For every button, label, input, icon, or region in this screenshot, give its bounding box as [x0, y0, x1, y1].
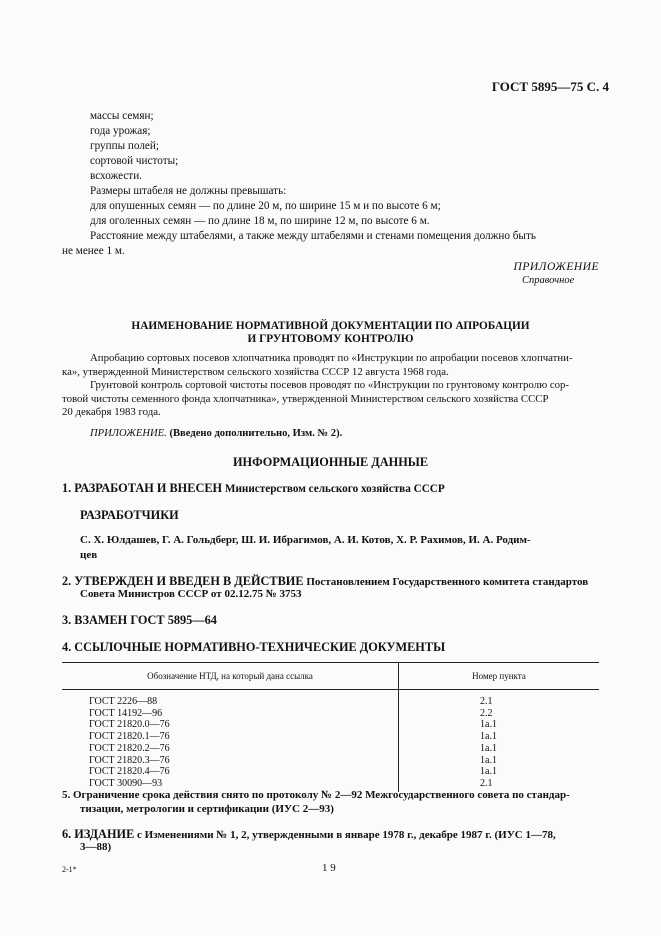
- table-row: [62, 708, 599, 720]
- info-item-2: [62, 574, 588, 589]
- info-item-4: 4. ССЫЛОЧНЫЕ НОРМАТИВНО-ТЕХНИЧЕСКИЕ ДОКУМЕНТЫ: [62, 640, 446, 654]
- distance-line: не менее 1 м.: [62, 245, 125, 257]
- page-number: 1 9: [322, 862, 336, 874]
- appendix-title: И ГРУНТОВОМУ КОНТРОЛЮ: [247, 333, 414, 345]
- paragraph-line: Грунтовой контроль сортовой чистоты посевов проводят по «Инструкции по грунтовому контролю сор-: [90, 379, 570, 391]
- item-heading: 1. РАЗРАБОТАН И ВНЕСЕН: [62, 481, 223, 495]
- table-row: [62, 690, 599, 708]
- appendix-title: НАИМЕНОВАНИЕ НОРМАТИВНОЙ ДОКУМЕНТАЦИИ ПО АПРОБАЦИИ: [131, 320, 530, 332]
- stack-line: для опушенных семян — по длине 20 м, по ширине 15 м и по высоте 6 м;: [90, 200, 441, 212]
- appendix-paragraph: [62, 352, 599, 379]
- list-item: массы семян;: [90, 110, 154, 122]
- note-label: ПРИЛОЖЕНИЕ.: [90, 428, 167, 439]
- info-item-3: 3. ВЗАМЕН ГОСТ 5895—64: [62, 613, 217, 627]
- doc-cell: ГОСТ 21820.2—76: [62, 743, 399, 755]
- developers-line: С. Х. Юлдашев, Г. А. Гольдберг, Ш. И. Ибрагимов, А. И. Котов, Х. Р. Рахимов, И. А. Родим-: [80, 534, 531, 546]
- info-item-6-cont: 3—88): [80, 841, 112, 853]
- paragraph-line: 20 декабря 1983 года.: [62, 406, 161, 418]
- reference-table: [62, 662, 599, 792]
- item-text: Министерством сельского хозяйства СССР: [224, 483, 445, 495]
- doc-cell: ГОСТ 30090—93: [62, 778, 399, 792]
- clause-cell: 1а.1: [480, 766, 497, 778]
- clause-cell: 1а.1: [480, 742, 497, 754]
- doc-cell: ГОСТ 21820.4—76: [62, 766, 399, 778]
- table-row: [62, 766, 599, 778]
- table-row: [62, 719, 599, 731]
- info-item-5: 5. Ограничение срока действия снято по протоколу № 2—92 Межгосударственного совета по стандар-: [62, 789, 570, 801]
- clause-cell: 2.1: [480, 777, 493, 789]
- table-row: [62, 743, 599, 755]
- appendix-paragraph: [62, 379, 599, 420]
- clause-cell: 1а.1: [480, 719, 497, 731]
- list-item: всхожести.: [90, 170, 142, 182]
- paragraph-line: товой чистоты семенного фонда хлопчатника», утвержденной Министерством сельского хозяйства СССР: [62, 392, 549, 405]
- clause-cell: 2.1: [480, 696, 493, 707]
- document-header: ГОСТ 5895—75 С. 4: [491, 79, 609, 94]
- developers-line: цев: [80, 549, 98, 561]
- distance-line: Расстояние между штабелями, а также между штабелями и стенами помещения должно быть: [90, 230, 536, 242]
- note-text: (Введено дополнительно, Изм. № 2).: [169, 428, 343, 439]
- item-text: с Изменениями № 1, 2, утвержденными в январе 1978 г., декабре 1987 г. (ИУС 1—78,: [137, 829, 556, 841]
- appendix-label: ПРИЛОЖЕНИЕ: [513, 261, 599, 273]
- doc-cell: ГОСТ 14192—96: [62, 708, 399, 720]
- paragraph-line: Апробацию сортовых посевов хлопчатника проводят по «Инструкции по апробации посевов хлопчатни-: [90, 352, 573, 364]
- info-item-5-cont: тизации, метрологии и сертификации (ИУС 2—93): [80, 803, 334, 815]
- stack-intro: Размеры штабеля не должны превышать:: [90, 185, 287, 197]
- info-item-1: [62, 481, 445, 496]
- list-item: года урожая;: [90, 125, 151, 137]
- column-header: Обозначение НТД, на который дана ссылка: [62, 663, 399, 690]
- developers-label: РАЗРАБОТЧИКИ: [80, 508, 179, 522]
- table-row: [62, 731, 599, 743]
- clause-cell: 1а.1: [480, 754, 497, 766]
- table-row: [62, 755, 599, 767]
- appendix-note: [90, 428, 342, 439]
- appendix-sublabel: Справочное: [522, 275, 575, 286]
- item-heading: 2. УТВЕРЖДЕН И ВВЕДЕН В ДЕЙСТВИЕ: [62, 574, 304, 588]
- clause-cell: 1а.1: [480, 731, 497, 743]
- doc-cell: ГОСТ 21820.3—76: [62, 755, 399, 767]
- footer-mark: 2-1*: [62, 865, 77, 874]
- item-text: Постановлением Государственного комитета стандартов: [306, 576, 589, 588]
- doc-cell: ГОСТ 21820.0—76: [62, 719, 399, 731]
- doc-cell: ГОСТ 2226—88: [62, 690, 399, 708]
- clause-cell: 2.2: [480, 707, 493, 719]
- item-text: Совета Министров СССР от 02.12.75 № 3753: [80, 588, 302, 600]
- list-item: сортовой чистоты;: [90, 155, 179, 167]
- item-heading: 6. ИЗДАНИЕ: [62, 827, 135, 841]
- list-item: группы полей;: [90, 140, 159, 152]
- info-item-6: [62, 827, 556, 842]
- stack-line: для оголенных семян — по длине 18 м, по ширине 12 м, по высоте 6 м.: [90, 215, 430, 227]
- doc-cell: ГОСТ 21820.1—76: [62, 731, 399, 743]
- column-header: Номер пункта: [399, 663, 600, 690]
- paragraph-line: ка», утвержденной Министерством сельского хозяйства СССР 12 августа 1968 года.: [62, 365, 449, 378]
- info-title: ИНФОРМАЦИОННЫЕ ДАННЫЕ: [232, 455, 429, 469]
